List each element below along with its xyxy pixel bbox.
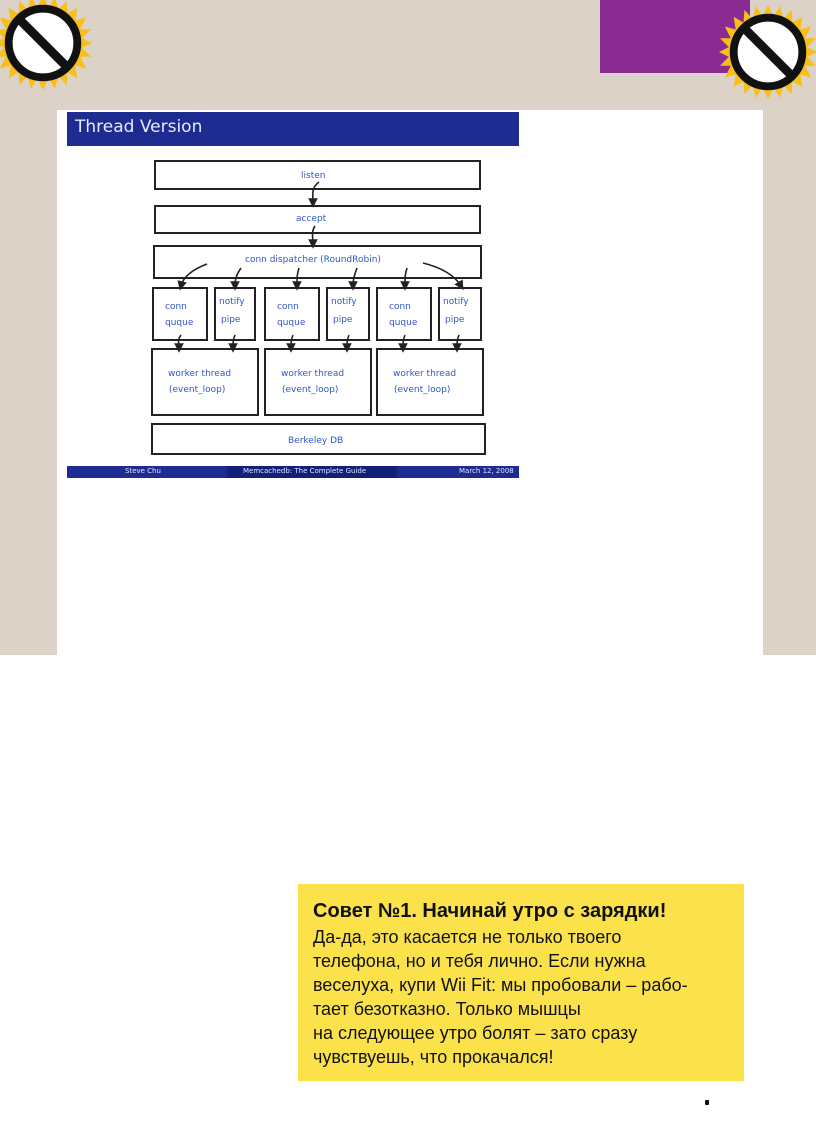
conn-queue-box [152, 287, 208, 341]
notify-label: notify [331, 297, 357, 307]
no-entry-icon [0, 0, 92, 92]
database-label: Berkeley DB [288, 436, 344, 446]
slide-footer [67, 466, 519, 478]
notify-label: notify [443, 297, 469, 307]
worker-thread-box [376, 348, 484, 416]
listen-label: listen [301, 171, 326, 181]
worker-thread-box [151, 348, 259, 416]
architecture-slide [67, 112, 519, 518]
footer-author: Steve Chu [125, 467, 161, 475]
no-entry-icon [719, 3, 816, 101]
accept-label: accept [296, 214, 327, 224]
notify-label: notify [219, 297, 245, 307]
pipe-label: pipe [333, 315, 353, 325]
tip-box [298, 884, 744, 1081]
slide-title: Thread Version [75, 117, 203, 137]
page-mark-dot [705, 1100, 709, 1105]
conn-label: conn [389, 302, 411, 312]
worker-thread-label: worker thread [281, 369, 345, 379]
conn-label: conn [277, 302, 299, 312]
worker-thread-label: worker thread [168, 369, 232, 379]
queue-label: quque [277, 318, 306, 328]
event-loop-label: (event_loop) [282, 385, 339, 395]
worker-thread-box [264, 348, 372, 416]
footer-date: March 12, 2008 [459, 467, 514, 475]
pipe-label: pipe [445, 315, 465, 325]
pipe-label: pipe [221, 315, 241, 325]
event-loop-label: (event_loop) [394, 385, 451, 395]
conn-queue-box [376, 287, 432, 341]
worker-thread-label: worker thread [393, 369, 457, 379]
conn-queue-box [264, 287, 320, 341]
tip-text-line: на следующее утро болят – зато сразу [313, 1023, 638, 1043]
queue-label: quque [165, 318, 194, 328]
slide-title-bar [67, 112, 519, 146]
queue-label: quque [389, 318, 418, 328]
tip-text-line: тает безотказно. Только мышцы [313, 999, 581, 1019]
tip-text-line: Да-да, это касается не только твоего [313, 927, 622, 947]
tip-title: Совет №1. Начинай утро с зарядки! [313, 900, 667, 922]
tip-text-line: телефона, но и тебя лично. Если нужна [313, 951, 646, 971]
conn-label: conn [165, 302, 187, 312]
dispatcher-label: conn dispatcher (RoundRobin) [245, 255, 381, 265]
event-loop-label: (event_loop) [169, 385, 226, 395]
tip-text-line: чувствуешь, что прокачался! [313, 1047, 554, 1067]
tip-text-line: веселуха, купи Wii Fit: мы пробовали – рабо- [313, 975, 688, 995]
footer-title: Memcachedb: The Complete Guide [243, 467, 367, 475]
